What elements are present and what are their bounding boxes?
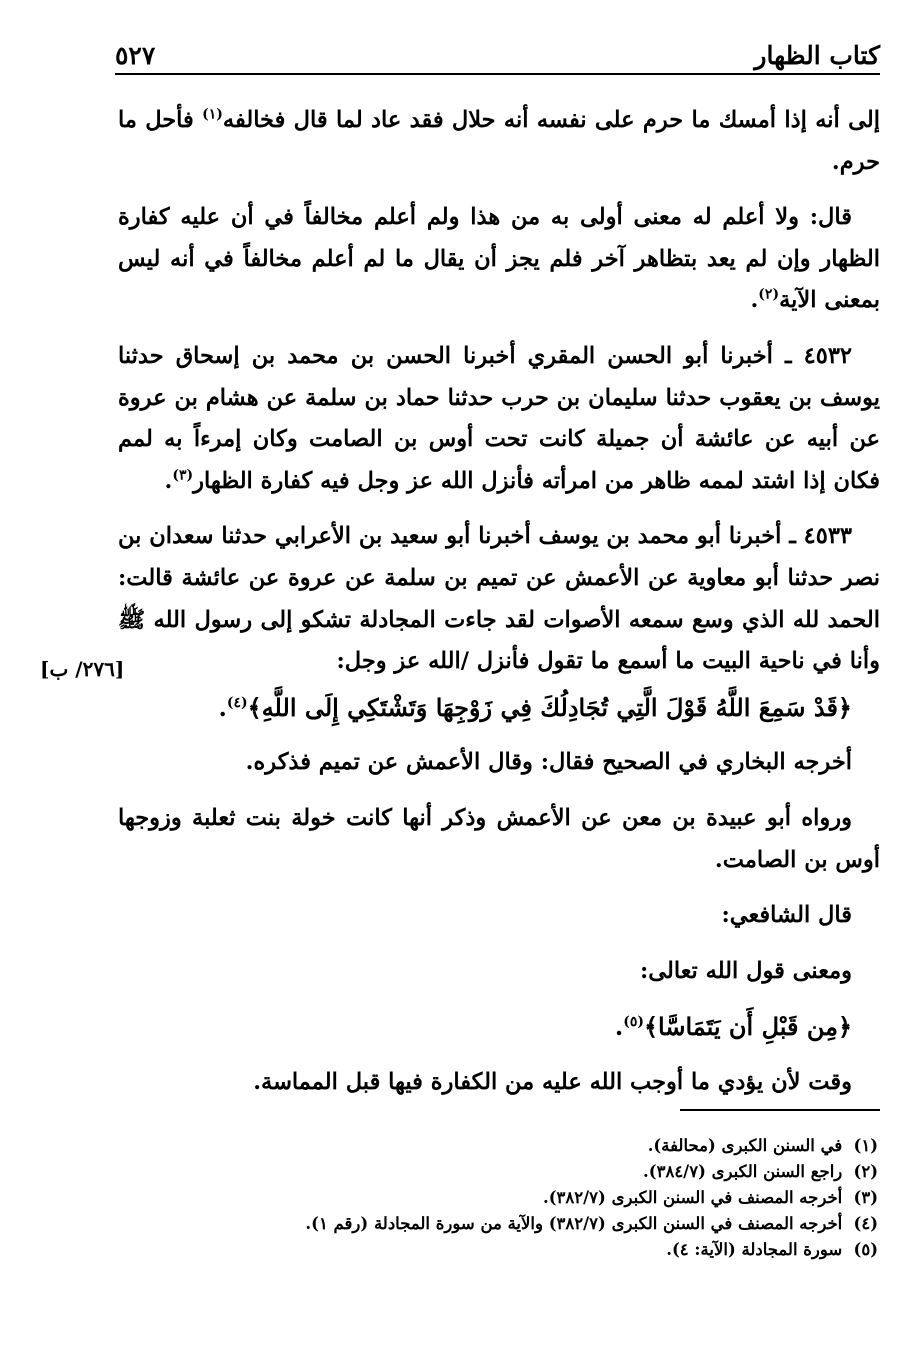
footnote <box>150 1211 878 1237</box>
quran-text: . <box>218 692 227 722</box>
footnote-ref: (٤) <box>226 694 248 711</box>
footnote <box>150 1237 878 1263</box>
footnote-ref: (٢) <box>758 286 780 303</box>
footnote-rule <box>680 1109 880 1111</box>
footnote <box>150 1185 878 1211</box>
quran-verse-2 <box>118 1006 880 1048</box>
paragraph-1 <box>118 100 880 183</box>
footnote-number: (١) <box>853 1136 878 1155</box>
paragraph-4: ورواه أبو عبيدة بن معن عن الأعمش وذكر أنها كانت خولة بنت ثعلبة وزوجها أوس بن الصامت. <box>118 804 880 873</box>
hadith-number: ٤٥٣٢ <box>803 342 852 369</box>
paragraph-6: ومعنى قول الله تعالى: <box>639 957 852 984</box>
footnote-text: سورة المجادلة (الآية: ٤). <box>666 1240 843 1259</box>
hadith-4533 <box>118 516 880 682</box>
footnote <box>150 1133 878 1159</box>
book-title: كتاب الظهار <box>754 41 880 70</box>
footnote-ref: (٥) <box>623 1014 644 1031</box>
page-number: ٥٢٧ <box>115 41 156 70</box>
paragraph-text: قال: ولا أعلم له معنى أولى به من هذا ولم أعلم مخالفاً في أن عليه كفارة الظهار وإن لم يعد بتظاهر آخر فلم يجز أن يقال ما لم أعلم مخالفاً في أنه ليس بمعنى الآية <box>118 204 880 314</box>
hadith-4532 <box>118 336 880 502</box>
footnote <box>150 1159 878 1185</box>
quran-text: ﴿قَدْ سَمِعَ اللَّهُ قَوْلَ الَّتِي تُجَادِلُكَ فِي زَوْجِهَا وَتَشْتَكِي إِلَى اللَّهِ﴾ <box>247 692 852 722</box>
footnote-number: (٤) <box>853 1214 878 1233</box>
paragraph-5: قال الشافعي: <box>721 902 852 929</box>
paragraph-text: إلى أنه إذا أمسك ما حرم على نفسه أنه حلال فقد عاد لما قال فخالفه <box>222 107 880 133</box>
manuscript-folio-ref: [٢٧٦/ ب] <box>40 657 125 681</box>
hadith-text: ـ أخبرنا أبو الحسن المقري أخبرنا الحسن بن محمد بن إسحاق حدثنا يوسف بن يعقوب حدثنا سليمان بن حرب حدثنا حماد بن سلمة عن هشام بن عروة عن أبيه عن عائشة أن جميلة كانت تحت أوس بن الصامت وكان إمرءاً به لمم فكان إذا اشتد لممه ظاهر من امرأته فأنزل الله عز وجل فيه كفارة الظهار <box>118 342 880 494</box>
main-text <box>118 100 880 1117</box>
footnote-ref: (٣) <box>172 467 194 484</box>
hadith-text: . <box>164 467 173 494</box>
footnote-text: راجع السنن الكبرى (٣٨٤/٧). <box>643 1162 843 1181</box>
header-rule <box>115 73 880 75</box>
quran-verse-1 <box>118 687 880 729</box>
hadith-number: ٤٥٣٣ <box>803 523 852 550</box>
paragraph-text: فأحل ما حرم. <box>118 107 880 175</box>
footnote-text: في السنن الكبرى (محالفة). <box>647 1136 843 1155</box>
footnote-ref: (١) <box>202 106 223 123</box>
paragraph-3: أخرجه البخاري في الصحيح فقال: وقال الأعمش عن تميم فذكره. <box>245 749 852 776</box>
quran-text: . <box>614 1012 624 1042</box>
paragraph-2 <box>118 197 880 322</box>
footnote-text: أخرجه المصنف في السنن الكبرى (٣٨٢/٧). <box>542 1188 843 1207</box>
footnote-number: (٥) <box>853 1240 878 1259</box>
running-header <box>115 36 880 70</box>
footnote-number: (٣) <box>853 1188 878 1207</box>
footnote-number: (٢) <box>853 1162 878 1181</box>
paragraph-text: . <box>750 287 759 314</box>
paragraph-7: وقت لأن يؤدي ما أوجب الله عليه من الكفارة فيها قبل المماسة. <box>253 1068 852 1095</box>
footnotes <box>150 1133 878 1263</box>
hadith-text: ـ أخبرنا أبو محمد بن يوسف أخبرنا أبو سعيد بن الأعرابي حدثنا سعدان بن نصر حدثنا أبو معاوية عن الأعمش عن تميم بن سلمة عن عروة عن عائشة قالت: الحمد لله الذي وسع سمعه الأصوات لقد جاءت المجادلة تشكو إلى رسول الله ﷺ وأنا في ناحية البيت ما أسمع ما تقول فأنزل /الله عز وجل: <box>118 523 880 675</box>
quran-text: ﴿مِن قَبْلِ أَن يَتَمَاسَّا﴾ <box>643 1012 852 1042</box>
footnote-text: أخرجه المصنف في السنن الكبرى (٣٨٢/٧) والآية من سورة المجادلة (رقم ١). <box>305 1214 843 1233</box>
